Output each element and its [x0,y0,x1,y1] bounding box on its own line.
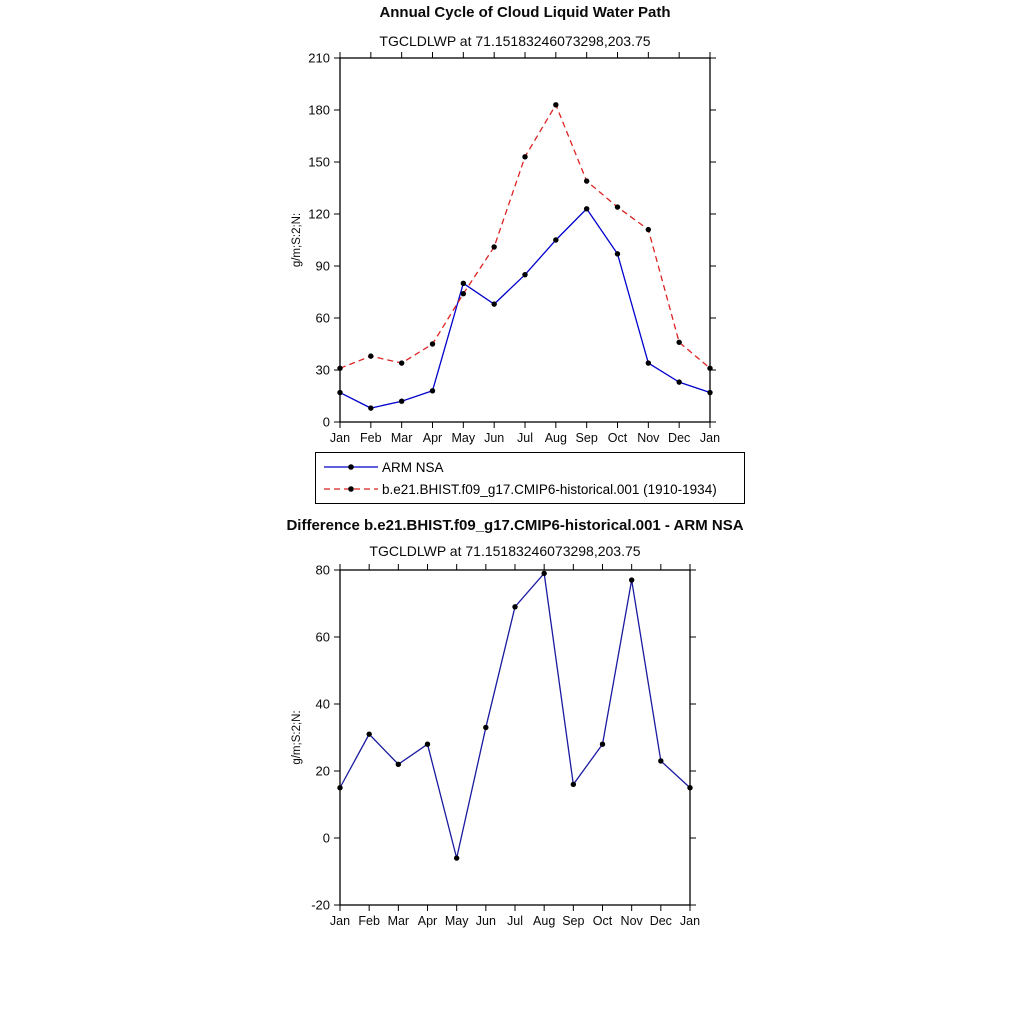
data-point [646,360,651,365]
data-point [399,399,404,404]
y-tick-label: 210 [308,50,330,66]
y-tick-label: 180 [308,102,330,118]
data-point [430,388,435,393]
x-tick-label: Jan [329,431,351,445]
x-tick-label: Aug [544,431,567,445]
top-chart-plot [280,50,750,450]
data-point [337,390,342,395]
y-tick-label: 0 [322,830,330,846]
legend-key-dashed-line-icon [322,483,380,495]
data-point [368,405,373,410]
x-tick-label: Dec [668,431,691,445]
data-point [461,291,466,296]
y-tick-label: -20 [311,897,330,913]
x-tick-label: Mar [390,431,413,445]
data-point [522,272,527,277]
data-point [491,244,496,249]
x-tick-label: Jul [507,914,523,928]
x-tick-label: Sep [562,914,585,928]
data-point [646,227,651,232]
legend-key-solid-line-icon [322,461,380,473]
data-point [430,341,435,346]
top-chart-title: Annual Cycle of Cloud Liquid Water Path [379,4,671,21]
data-point [483,725,488,730]
legend-label-model: b.e21.BHIST.f09_g17.CMIP6-historical.001 (1910-1934) [382,481,717,497]
legend-item-arm-nsa [322,456,738,478]
data-point [368,353,373,358]
x-tick-label: May [444,914,469,928]
x-tick-label: Apr [417,914,438,928]
bottom-chart-subtitle: TGCLDLWP at 71.15183246073298,203.75 [369,543,641,559]
x-tick-label: Feb [358,914,380,928]
bottom-chart-title: Difference b.e21.BHIST.f09_g17.CMIP6-historical.001 - ARM NSA [286,517,744,534]
data-point [461,281,466,286]
data-point [707,366,712,371]
y-tick-label: 60 [315,310,330,326]
series-line [340,573,690,858]
data-point [396,762,401,767]
x-tick-label: Jan [329,914,351,928]
x-tick-label: Nov [637,431,660,445]
x-tick-label: Jul [517,431,533,445]
x-tick-label: Nov [620,914,643,928]
x-tick-label: Aug [533,914,556,928]
x-tick-label: Jun [475,914,496,928]
y-tick-label: 150 [308,154,330,170]
data-point [676,340,681,345]
data-point [571,782,576,787]
data-point [584,178,589,183]
x-tick-label: Jan [699,431,721,445]
bottom-chart-plot [280,558,730,943]
y-tick-label: 120 [308,206,330,222]
data-point [337,366,342,371]
legend-label-arm-nsa: ARM NSA [382,459,444,475]
legend [315,452,745,504]
data-point [337,785,342,790]
data-point [399,360,404,365]
data-point [425,742,430,747]
data-point [541,571,546,576]
x-tick-label: Feb [360,431,382,445]
data-point [553,237,558,242]
x-tick-label: May [451,431,476,445]
series-line [340,105,710,368]
data-point [584,206,589,211]
data-point [454,855,459,860]
data-point [522,154,527,159]
x-tick-label: Dec [649,914,672,928]
legend-item-model [322,478,738,500]
data-point [615,251,620,256]
data-point [600,742,605,747]
x-tick-label: Jan [679,914,701,928]
x-tick-label: Apr [422,431,443,445]
y-tick-label: 30 [315,362,330,378]
data-point [629,577,634,582]
y-tick-label: 40 [315,696,330,712]
x-tick-label: Oct [607,431,628,445]
x-tick-label: Mar [387,914,410,928]
data-point [512,604,517,609]
y-tick-label: 20 [315,763,330,779]
y-axis-label: g/m;S:2;N: [291,212,303,268]
y-tick-label: 60 [315,629,330,645]
data-point [658,758,663,763]
data-point [615,204,620,209]
y-axis-label: g/m;S:2;N: [291,710,303,765]
data-point [366,731,371,736]
x-tick-label: Sep [575,431,598,445]
y-tick-label: 0 [322,414,330,430]
data-point [553,102,558,107]
data-point [707,390,712,395]
y-tick-label: 90 [315,258,330,274]
legend-marker-dot-icon [348,486,354,492]
y-tick-label: 80 [315,562,330,578]
legend-marker-dot-icon [348,464,354,470]
x-tick-label: Jun [484,431,505,445]
data-point [676,379,681,384]
x-tick-label: Oct [592,914,613,928]
top-chart-subtitle: TGCLDLWP at 71.15183246073298,203.75 [379,33,651,49]
data-point [491,301,496,306]
series-line [340,209,710,408]
data-point [687,785,692,790]
